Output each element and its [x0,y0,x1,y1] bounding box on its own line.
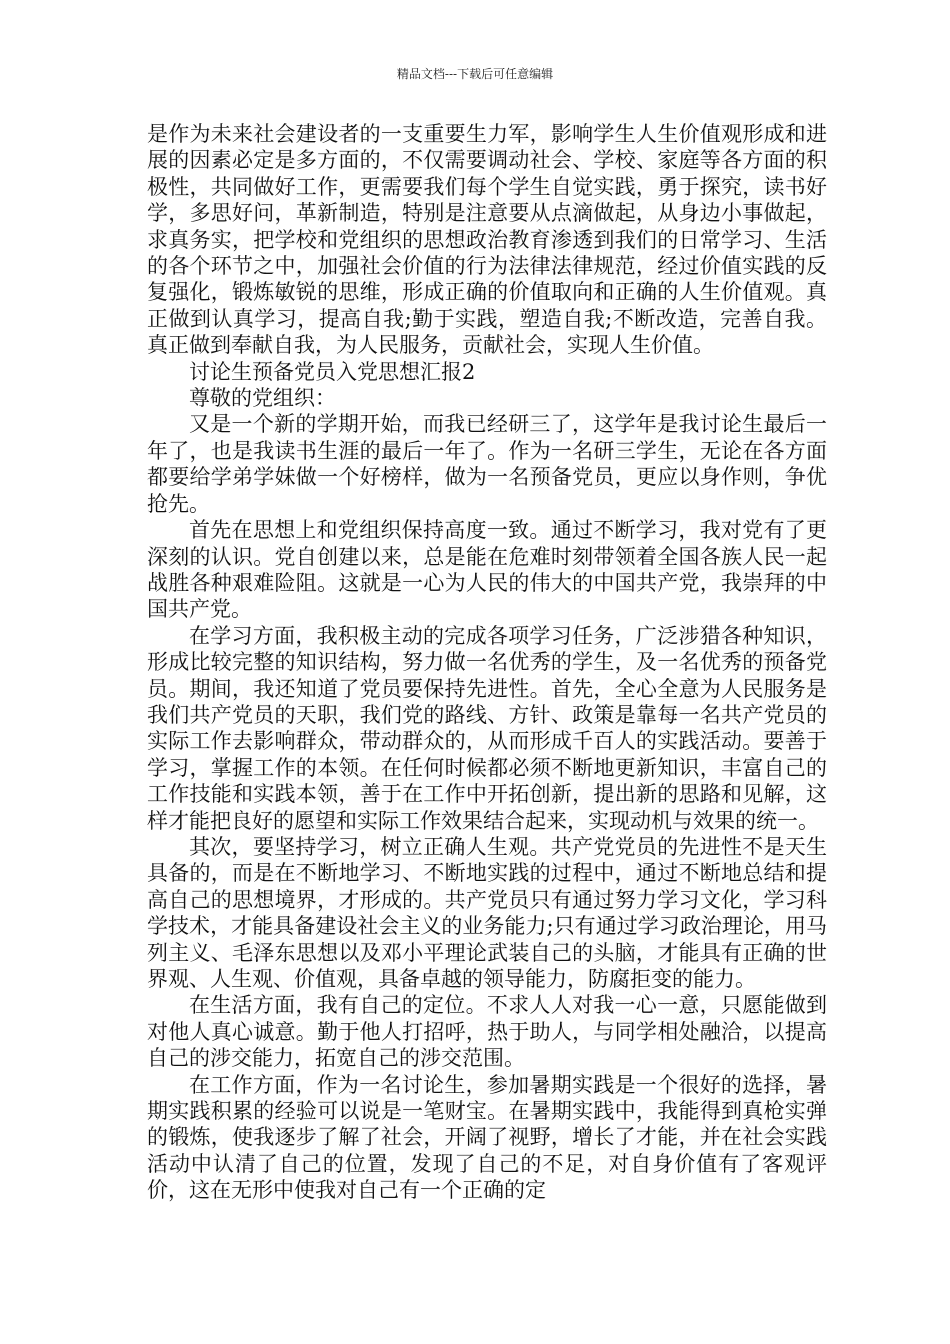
paragraph: 又是一个新的学期开始，而我已经研三了，这学年是我讨论生最后一年了，也是我读书生涯的最后一年了。作为一名研三学生，无论在各方面都要给学弟学妹做一个好榜样，做为一名预备党员，更应以身作则，争优抢先。 [147,412,827,516]
page-header: 精品文档---下载后可任意编辑 [396,67,554,81]
paragraph: 是作为未来社会建设者的一支重要生力军，影响学生人生价值观形成和进展的因素必定是多方面的，不仅需要调动社会、学校、家庭等各方面的积极性，共同做好工作，更需要我们每个学生自觉实践，勇于探究，读书好学，多思好问，革新制造，特别是注意要从点滴做起，从身边小事做起，求真务实，把学校和党组织的思想政治教育渗透到我们的日常学习、生活的各个环节之中，加强社会价值的行为法律法律规范，经过价值实践的反复强化，锻炼敏锐的思维，形成正确的价值取向和正确的人生价值观。真正做到认真学习，提高自我;勤于实践，塑造自我;不断改造，完善自我。真正做到奉献自我，为人民服务，贡献社会，实现人生价值。 [147,122,827,358]
paragraph: 在学习方面，我积极主动的完成各项学习任务，广泛涉猎各种知识，形成比较完整的知识结构，努力做一名优秀的学生，及一名优秀的预备党员。期间，我还知道了党员要保持先进性。首先，全心全意为人民服务是我们共产党员的天职，我们党的路线、方针、政策是靠每一名共产党员的实际工作去影响群众，带动群众的，从而形成千百人的实践活动。要善于学习，掌握工作的本领。在任何时候都必须不断地更新知识，丰富自己的工作技能和实践本领，善于在工作中开拓创新，提出新的思路和见解，这样才能把良好的愿望和实际工作效果结合起来，实现动机与效果的统一。 [147,623,827,833]
paragraph: 其次，要坚持学习，树立正确人生观。共产党党员的先进性不是天生具备的，而是在不断地学习、不断地实践的过程中，通过不断地总结和提高自己的思想境界，才形成的。共产党员只有通过努力学习文化，学习科学技术，才能具备建设社会主义的业务能力;只有通过学习政治理论，用马列主义、毛泽东思想以及邓小平理论武装自己的头脑，才能具有正确的世界观、人生观、价值观，具备卓越的领导能力，防腐拒变的能力。 [147,834,827,991]
section-title: 讨论生预备党员入党思想汇报2 [189,359,476,384]
paragraph: 首先在思想上和党组织保持高度一致。通过不断学习，我对党有了更深刻的认识。党自创建以来，总是能在危难时刻带领着全国各族人民一起战胜各种艰难险阻。这就是一心为人民的伟大的中国共产党，我崇拜的中国共产党。 [147,518,827,622]
salutation: 尊敬的党组织： [189,386,336,411]
document-body [147,121,827,1204]
paragraph: 在生活方面，我有自己的定位。不求人人对我一心一意，只愿能做到对他人真心诚意。勤于他人打招呼，热于助人，与同学相处融洽，以提高自己的涉交能力，拓宽自己的涉交范围。 [147,993,827,1071]
paragraph: 在工作方面，作为一名讨论生，参加暑期实践是一个很好的选择，暑期实践积累的经验可以说是一笔财宝。在暑期实践中，我能得到真枪实弹的锻炼，使我逐步了解了社会，开阔了视野，增长了才能，并在社会实践活动中认清了自己的位置，发现了自己的不足，对自身价值有了客观评价，这在无形中使我对自己有一个正确的定 [147,1072,827,1203]
